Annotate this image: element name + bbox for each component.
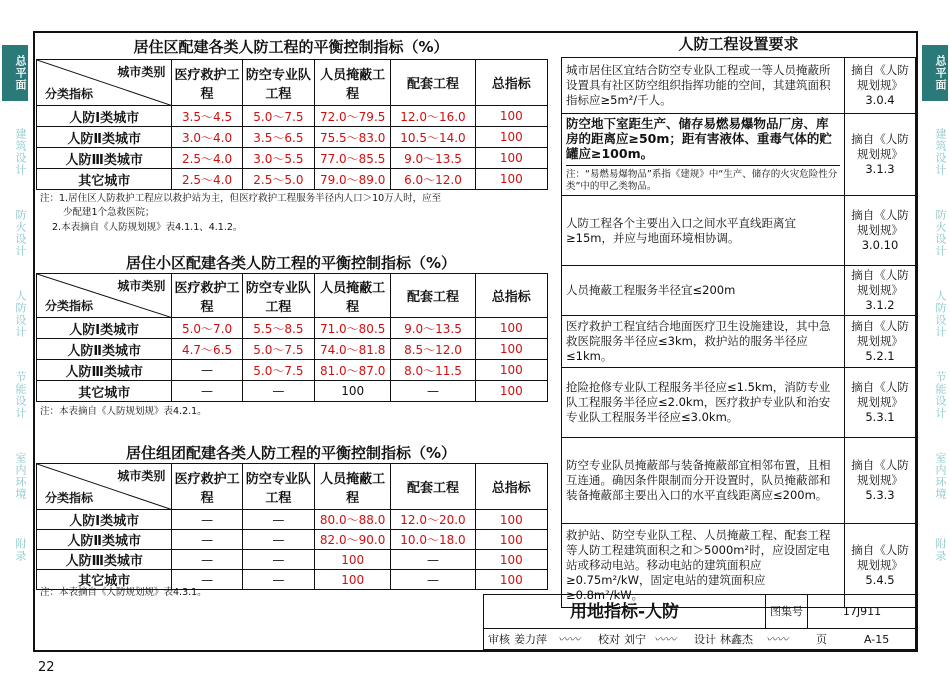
requirement-text: [562, 266, 845, 316]
table1-corner-bottom: 分类指标: [45, 87, 94, 101]
table-cell: 100: [475, 169, 547, 190]
table-cell: 100: [475, 106, 547, 127]
table-cell: 3.0～4.0: [172, 127, 242, 148]
requirement-body: 人防工程各个主要出入口之间水平直线距离宜≥15m，并应与地面环境相协调。: [566, 215, 796, 245]
check-signature: 〰〰: [654, 633, 676, 646]
requirement-body: 防空地下室距生产、储存易燃易爆物品厂房、库房的距离应≥50m；距有害液体、重毒气体的贮罐应≥100m。: [566, 116, 832, 161]
table-cell: 10.5～14.0: [391, 127, 475, 148]
requirement-row: [562, 266, 916, 316]
table2-header: 防空专业队工程: [242, 274, 314, 318]
requirements-table: [561, 57, 916, 608]
table-cell: 100: [475, 360, 547, 381]
row-label: 其它城市: [37, 570, 172, 590]
requirement-source: 摘自《人防规划规》3.0.10: [845, 196, 916, 266]
table1-header: 医疗救护工程: [172, 60, 242, 106]
requirement-body: 抢险抢修专业队工程服务半径应≤1.5km，消防专业队工程服务半径应≤2.0km，医疗救护专业队和治安专业队工程服务半径应≤3.0km。: [566, 380, 831, 424]
check-name: 刘宁: [624, 633, 646, 646]
table-cell: 5.0～7.5: [242, 360, 314, 381]
table-cell: 75.5～83.0: [315, 127, 391, 148]
left-nav-sidebar: [0, 0, 30, 683]
table1-header: 配套工程: [391, 60, 475, 106]
table-cell: —: [242, 381, 314, 402]
table3-corner-top: 城市类别: [117, 469, 166, 483]
table-cell: 72.0～79.5: [315, 106, 391, 127]
table3-header: 人员掩蔽工程: [314, 464, 390, 510]
table-cell: —: [172, 510, 242, 530]
table-cell: 9.0～13.5: [391, 318, 475, 339]
table-row: [37, 550, 548, 570]
table-cell: 12.0～20.0: [391, 510, 475, 530]
table1-header: 总指标: [475, 60, 547, 106]
page-label: 页: [816, 633, 827, 646]
tab-energy[interactable]: 节能设计: [14, 371, 27, 419]
table2-corner-top: 城市类别: [117, 279, 166, 293]
table1-header: 人员掩蔽工程: [315, 60, 391, 106]
row-label: 人防Ⅰ类城市: [37, 510, 172, 530]
table-cell: 9.0～13.5: [391, 148, 475, 169]
table-cell: 100: [475, 381, 547, 402]
table-row: [37, 127, 548, 148]
table2-header: 医疗救护工程: [172, 274, 242, 318]
table-cell: 8.0～11.5: [391, 360, 475, 381]
table-cell: —: [242, 530, 314, 550]
table1-note2: 2.本表摘自《人防规划规》表4.1.1、4.1.2。: [52, 222, 243, 233]
requirement-row: [562, 368, 916, 438]
table1-corner-top: 城市类别: [117, 65, 166, 79]
title-block: [483, 594, 916, 650]
table3-header: 配套工程: [391, 464, 475, 510]
table-cell: 5.0～7.5: [242, 339, 314, 360]
requirement-note: 注：“易燃易爆物品”系指《建规》中“生产、储存的火灾危险性分类”中的甲乙类物品。: [566, 165, 840, 193]
table-cell: 2.5～5.0: [242, 169, 314, 190]
table-cell: 79.0～89.0: [315, 169, 391, 190]
tab-appendix-right[interactable]: 附录: [934, 538, 947, 562]
requirement-body: 医疗救护工程宜结合地面医疗卫生设施建设，其中急救医院服务半径应≤3km，救护站的服务半径应≤1km。: [566, 319, 831, 363]
requirement-text: [562, 58, 845, 114]
table-cell: 3.5～4.5: [172, 106, 242, 127]
requirement-text: [562, 438, 845, 524]
table-cell: 100: [475, 510, 547, 530]
table-cell: —: [242, 510, 314, 530]
requirement-row: [562, 438, 916, 524]
tab-energy-right[interactable]: 节能设计: [934, 371, 947, 419]
row-label: 人防Ⅲ类城市: [37, 550, 172, 570]
requirement-text: [562, 368, 845, 438]
tab-general-plan[interactable]: 总平面: [2, 45, 28, 101]
table-cell: —: [172, 381, 242, 402]
table2-corner: [37, 274, 172, 318]
table3-header: 防空专业队工程: [242, 464, 314, 510]
table3-header: 医疗救护工程: [172, 464, 242, 510]
table2-header: 配套工程: [391, 274, 475, 318]
atlas-number: 17J911: [808, 595, 916, 629]
table2-title: 居住小区配建各类人防工程的平衡控制指标（%）: [125, 254, 457, 272]
table-cell: 100: [475, 127, 547, 148]
table2-note: 注：本表摘自《人防规划规》表4.2.1。: [40, 406, 207, 417]
tab-architecture[interactable]: 建筑设计: [14, 128, 27, 176]
tab-interior[interactable]: 室内环境: [14, 452, 27, 500]
table-row: [37, 360, 548, 381]
row-label: 人防Ⅲ类城市: [37, 360, 172, 381]
table-cell: 5.0～7.5: [242, 106, 314, 127]
table3-note: 注：本表摘自《人防规划规》表4.3.1。: [40, 587, 207, 598]
row-label: 其它城市: [37, 381, 172, 402]
tab-civil-defense-right[interactable]: 人防设计: [934, 290, 947, 338]
requirement-source: 摘自《人防规划规》5.3.1: [845, 368, 916, 438]
table-cell: —: [172, 360, 242, 381]
table3-title: 居住组团配建各类人防工程的平衡控制指标（%）: [125, 444, 457, 462]
table-cell: 100: [314, 570, 390, 590]
requirement-source: 摘自《人防规划规》5.3.3: [845, 438, 916, 524]
row-label: 人防Ⅲ类城市: [37, 148, 172, 169]
table3-corner-bottom: 分类指标: [45, 491, 94, 505]
check-label: 校对: [598, 633, 620, 646]
requirement-row: [562, 196, 916, 266]
table3-corner: [37, 464, 172, 510]
table-cell: 71.0～80.5: [315, 318, 391, 339]
table-cell: 3.5～6.5: [242, 127, 314, 148]
table-row: [37, 169, 548, 190]
requirement-text: [562, 316, 845, 368]
row-label: 人防Ⅱ类城市: [37, 530, 172, 550]
table-cell: 3.0～5.5: [242, 148, 314, 169]
table-cell: 82.0～90.0: [314, 530, 390, 550]
requirement-body: 人员掩蔽工程服务半径宜≤200m: [566, 283, 736, 297]
design-label: 设计: [694, 633, 716, 646]
table-cell: 77.0～85.5: [315, 148, 391, 169]
table2-header: 人员掩蔽工程: [315, 274, 391, 318]
table-cell: 100: [475, 550, 547, 570]
tab-interior-right[interactable]: 室内环境: [934, 452, 947, 500]
table-cell: —: [172, 530, 242, 550]
table3-header: 总指标: [475, 464, 547, 510]
row-label: 人防Ⅰ类城市: [37, 318, 172, 339]
page-number: 22: [38, 660, 55, 675]
row-label: 其它城市: [37, 169, 172, 190]
table-cell: —: [391, 381, 475, 402]
requirement-source: 摘自《人防规划规》5.4.5: [845, 524, 916, 608]
drawing-title: 用地指标-人防: [484, 595, 766, 629]
table-cell: 10.0～18.0: [391, 530, 475, 550]
design-name: 林鑫杰: [720, 633, 753, 646]
table-cell: 100: [475, 148, 547, 169]
table2-corner-bottom: 分类指标: [45, 299, 94, 313]
requirement-body: 防空专业队员掩蔽部与装备掩蔽部宜相邻布置，且相互连通。确因条件限制而分开设置时，队员掩蔽部和装备掩蔽部主要出入口的水平直线距离应≤200m。: [566, 458, 831, 502]
requirement-source: 摘自《人防规划规》3.1.2: [845, 266, 916, 316]
residential-subdistrict-table: [36, 273, 548, 402]
tab-civil-defense[interactable]: 人防设计: [14, 290, 27, 338]
table-cell: 100: [314, 550, 390, 570]
tab-architecture-right[interactable]: 建筑设计: [934, 128, 947, 176]
right-nav-sidebar: [920, 0, 950, 683]
table1-note1: 注：1.居住区人防救护工程应以救护站为主，但医疗救护工程服务半径内人口＞10万人时，应至: [40, 193, 442, 204]
row-label: 人防Ⅱ类城市: [37, 339, 172, 360]
requirement-row: [562, 114, 916, 196]
requirement-body: 救护站、防空专业队工程、人员掩蔽工程、配套工程等人防工程建筑面积之和＞5000m²时，应设固定电站或移动电站。移动电站的建筑面积应≥0.75m²/kW，固定电站的建筑面积应≥0.8m²/kW。: [566, 528, 831, 602]
table-cell: 4.7～6.5: [172, 339, 242, 360]
table-row: [37, 106, 548, 127]
table-cell: 5.5～8.5: [242, 318, 314, 339]
table-cell: —: [242, 570, 314, 590]
table-row: [37, 510, 548, 530]
table-cell: 2.5～4.0: [172, 169, 242, 190]
row-label: 人防Ⅱ类城市: [37, 127, 172, 148]
review-name: 姜力萍: [514, 633, 547, 646]
table1-title: 居住区配建各类人防工程的平衡控制指标（%）: [133, 38, 449, 56]
residential-district-table: [36, 59, 548, 190]
table-row: [37, 530, 548, 550]
table-cell: 12.0～16.0: [391, 106, 475, 127]
requirement-row: [562, 58, 916, 114]
requirement-source: 摘自《人防规划规》3.0.4: [845, 58, 916, 114]
requirements-title: 人防工程设置要求: [678, 35, 799, 53]
table-cell: 100: [315, 381, 391, 402]
review-signature: 〰〰: [558, 633, 580, 646]
table-row: [37, 148, 548, 169]
table-row: [37, 339, 548, 360]
requirement-body: 城市居住区宜结合防空专业队工程或一等人员掩蔽所设置具有社区防空组织指挥功能的空间，其建筑面积指标应≥5m²/千人。: [566, 63, 831, 107]
table-row: [37, 381, 548, 402]
table-cell: 6.0～12.0: [391, 169, 475, 190]
tab-fire[interactable]: 防火设计: [14, 209, 27, 257]
table-cell: 100: [475, 318, 547, 339]
table-cell: 8.5～12.0: [391, 339, 475, 360]
requirement-source: 摘自《人防规划规》3.1.3: [845, 114, 916, 196]
design-signature: 〰〰: [766, 633, 788, 646]
table1-note1b: 少配建1个急救医院；: [63, 207, 155, 218]
table-cell: 100: [475, 570, 547, 590]
table1-header: 防空专业队工程: [242, 60, 314, 106]
tab-fire-right[interactable]: 防火设计: [934, 209, 947, 257]
requirement-text: [562, 196, 845, 266]
table-cell: 100: [475, 530, 547, 550]
table-cell: 100: [475, 339, 547, 360]
residential-cluster-table: [36, 463, 548, 590]
table-cell: 81.0～87.0: [315, 360, 391, 381]
table2-header: 总指标: [475, 274, 547, 318]
atlas-label: 图集号: [766, 595, 808, 629]
requirement-source: 摘自《人防规划规》5.2.1: [845, 316, 916, 368]
review-label: 审核: [488, 633, 510, 646]
table-cell: —: [172, 570, 242, 590]
table-cell: —: [172, 550, 242, 570]
table-row: [37, 318, 548, 339]
table1-corner: [37, 60, 172, 106]
tab-general-plan-right[interactable]: 总平面: [922, 45, 948, 101]
row-label: 人防Ⅰ类城市: [37, 106, 172, 127]
table-cell: 80.0～88.0: [314, 510, 390, 530]
table-cell: —: [391, 570, 475, 590]
page-code: A-15: [864, 633, 890, 646]
requirement-text: [562, 114, 845, 196]
table-cell: 5.0～7.0: [172, 318, 242, 339]
tab-appendix[interactable]: 附录: [14, 538, 27, 562]
table-cell: 74.0～81.8: [315, 339, 391, 360]
table-cell: 2.5～4.0: [172, 148, 242, 169]
requirement-row: [562, 316, 916, 368]
table-cell: —: [391, 550, 475, 570]
table-cell: —: [242, 550, 314, 570]
